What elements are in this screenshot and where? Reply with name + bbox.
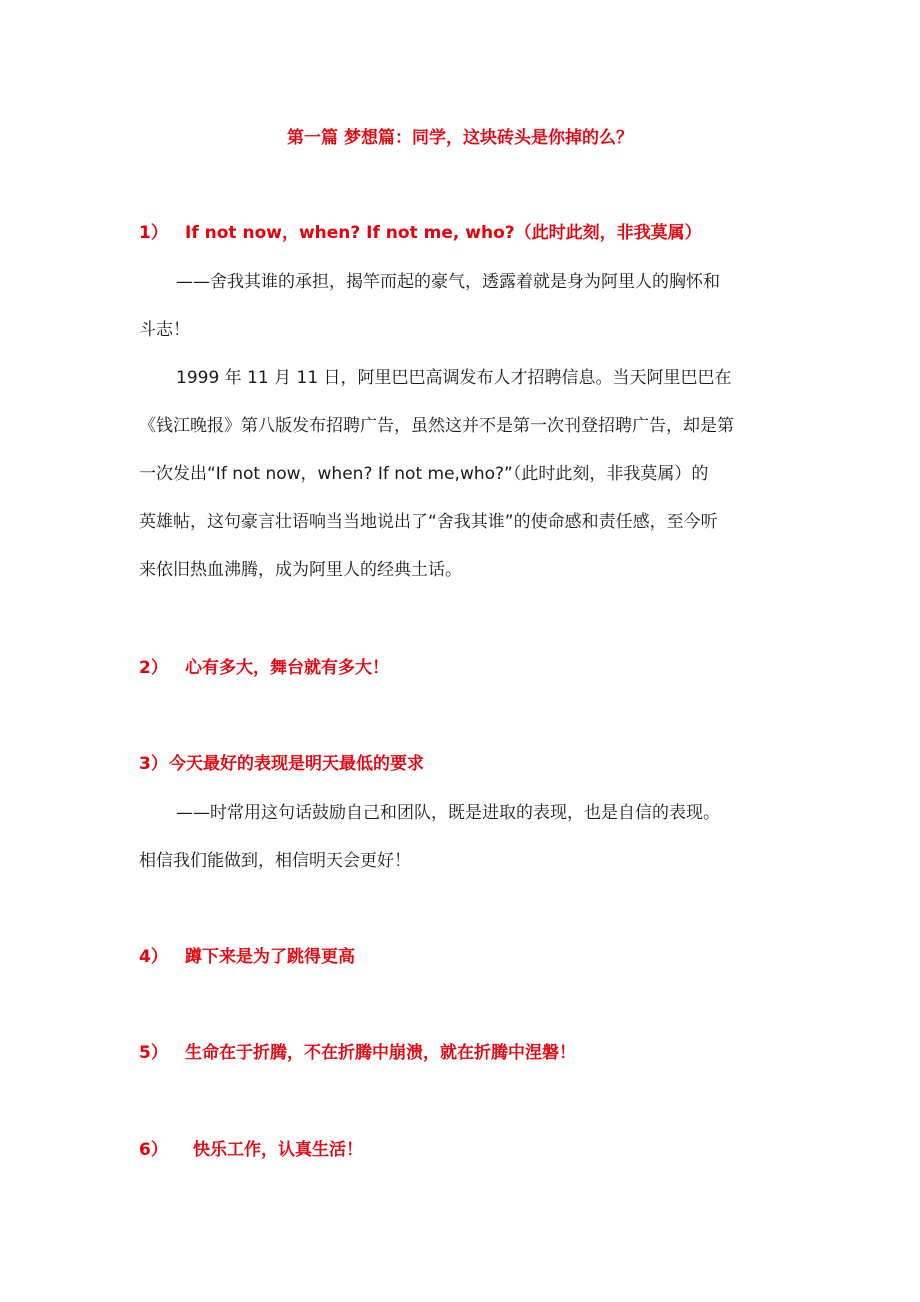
section-number: 4） (139, 947, 168, 967)
document-title: 第一篇 梦想篇：同学，这块砖头是你掉的么？ (287, 128, 633, 148)
section-1-paragraph-1 (139, 258, 789, 354)
paragraph-line: ——时常用这句话鼓励自己和团队，既是进取的表现，也是自信的表现。 (176, 803, 720, 823)
section-heading-text: 蹲下来是为了跳得更高 (185, 947, 355, 967)
section-heading-1 (139, 221, 702, 245)
paragraph-line: 1999 年 11 月 11 日，阿里巴巴高调发布人才招聘信息。当天阿里巴巴在 (176, 368, 732, 388)
section-heading-text: 今天最好的表现是明天最低的要求 (169, 754, 424, 774)
section-heading-text: 快乐工作，认真生活！ (193, 1140, 363, 1160)
section-3-paragraph (139, 789, 789, 885)
section-number: 3） (139, 754, 168, 774)
section-heading-2 (139, 656, 389, 680)
section-heading-6 (139, 1138, 363, 1162)
section-number: 2） (139, 658, 168, 678)
paragraph-line: 一次发出“If not now，when? If not me,who?”（此时此刻，非我莫属）的 (139, 464, 709, 484)
section-heading-text: If not now，when? If not me, who?（此时此刻，非我莫属） (185, 223, 702, 243)
paragraph-line: 来依旧热血沸腾，成为阿里人的经典土话。 (139, 560, 462, 580)
section-heading-3 (139, 752, 424, 776)
section-number: 6） (139, 1140, 168, 1160)
paragraph-line: 斗志！ (139, 320, 190, 340)
section-1-paragraph-2 (139, 354, 789, 594)
section-number: 1） (139, 223, 168, 243)
section-heading-4 (139, 945, 355, 969)
section-heading-text: 心有多大，舞台就有多大！ (185, 658, 389, 678)
paragraph-line: 《钱江晚报》第八版发布招聘广告，虽然这并不是第一次刊登招聘广告，却是第 (139, 416, 734, 436)
paragraph-line: 英雄帖，这句豪言壮语响当当地说出了“舍我其谁”的使命感和责任感，至今听 (139, 512, 718, 532)
section-heading-text: 生命在于折腾，不在折腾中崩溃，就在折腾中涅磐！ (185, 1043, 576, 1063)
paragraph-line: 相信我们能做到，相信明天会更好！ (139, 851, 411, 871)
section-number: 5） (139, 1043, 168, 1063)
paragraph-line: ——舍我其谁的承担，揭竿而起的豪气，透露着就是身为阿里人的胸怀和 (176, 272, 720, 292)
section-heading-5 (139, 1041, 576, 1065)
